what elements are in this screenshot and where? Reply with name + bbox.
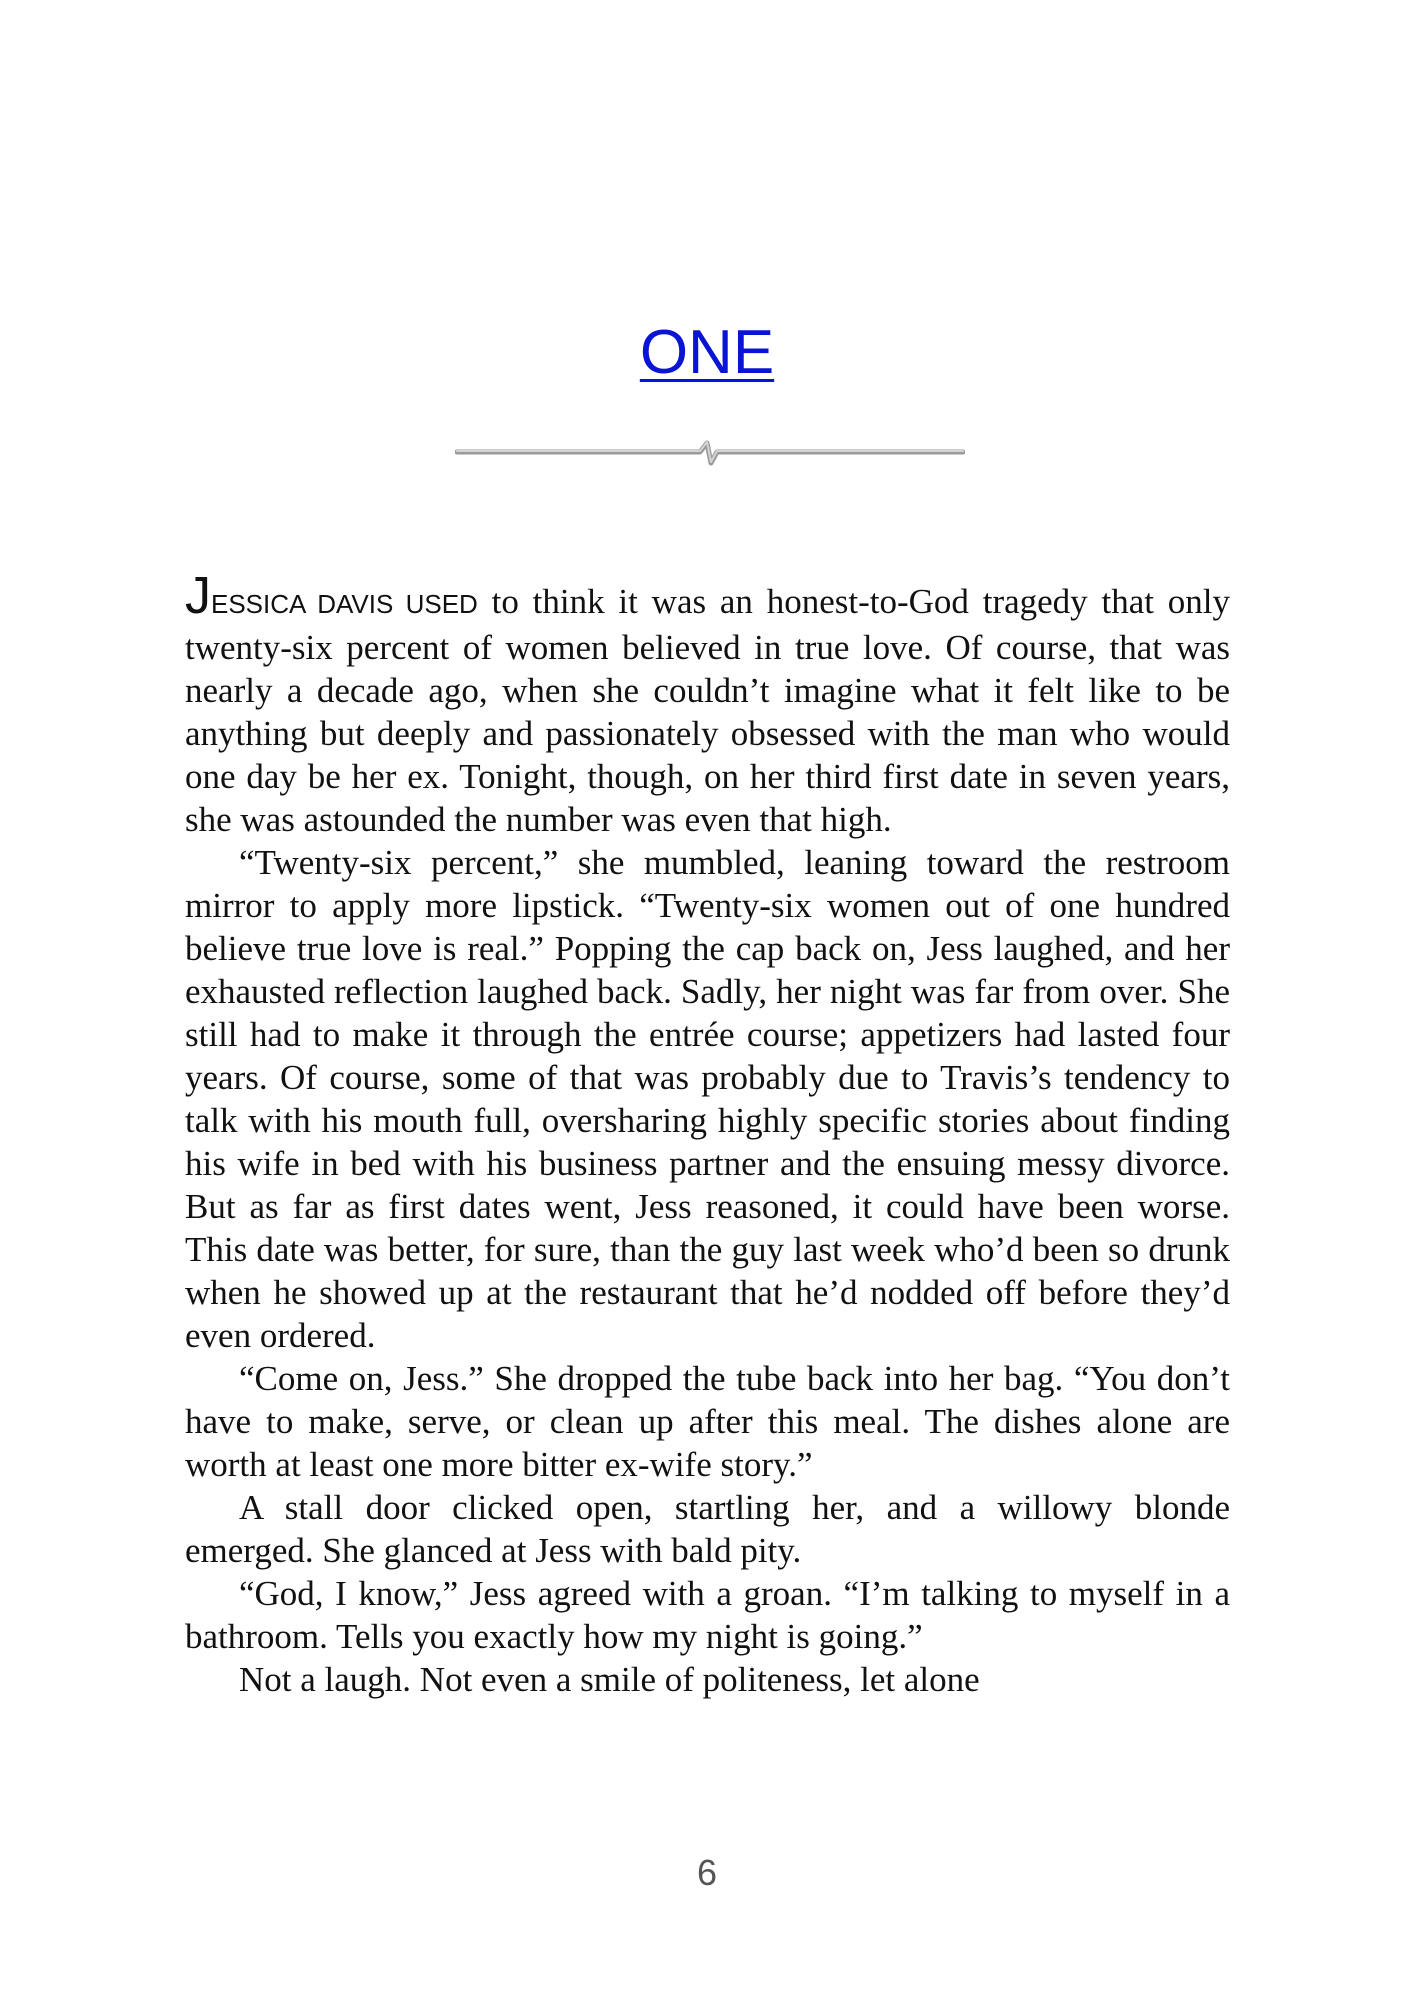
chapter-title[interactable]: ONE <box>639 318 775 387</box>
chapter-body <box>185 567 1230 1701</box>
paragraph: Not a laugh. Not even a smile of politeness, let alone <box>239 1660 980 1699</box>
ornamental-divider <box>455 435 965 471</box>
page-number: 6 <box>696 1852 718 1893</box>
opening-small-caps: ESSICA DAVIS USED <box>211 589 478 619</box>
paragraph: “God, I know,” Jess agreed with a groan. “I’m talking to myself in a bathroom. Tells you exactly how my night is going.” <box>185 1574 1230 1656</box>
drop-cap: J <box>185 567 211 625</box>
paragraph: “Twenty-six percent,” she mumbled, leaning toward the restroom mirror to apply more lipstick. “Twenty-six women out of one hundred believe true love is real.” Popping the cap back on, Jess laughed, and her exhausted reflection laughed back. Sadly, her night was far from over. She still had to make it through the entrée course; appetizers had lasted four years. Of course, some of that was probably due to Travis’s tendency to talk with his mouth full, oversharing highly specific stories about finding his wife in bed with his business partner and the ensuing messy divorce. But as far as first dates went, Jess reasoned, it could have been worse. This date was better, for sure, than the guy last week who’d been so drunk when he showed up at the restaurant that he’d nodded off before they’d even ordered. <box>185 843 1230 1355</box>
paragraph: “Come on, Jess.” She dropped the tube back into her bag. “You don’t have to make, serve, or clean up after this meal. The dishes alone are worth at least one more bitter ex-wife story.” <box>185 1359 1230 1484</box>
paragraph: A stall door clicked open, startling her, and a willowy blonde emerged. She glanced at Jess with bald pity. <box>185 1488 1230 1570</box>
opening-text: to think it was an honest-to-God tragedy that only twenty-six percent of women believed in true love. Of course, that was nearly a decade ago, when she couldn’t imagine what it felt like to be anything but deeply and passionately obsessed with the man who would one day be her ex. Tonight, though, on her third first date in seven years, she was astounded the number was even that high. <box>185 582 1230 839</box>
opening-paragraph <box>185 567 1230 841</box>
